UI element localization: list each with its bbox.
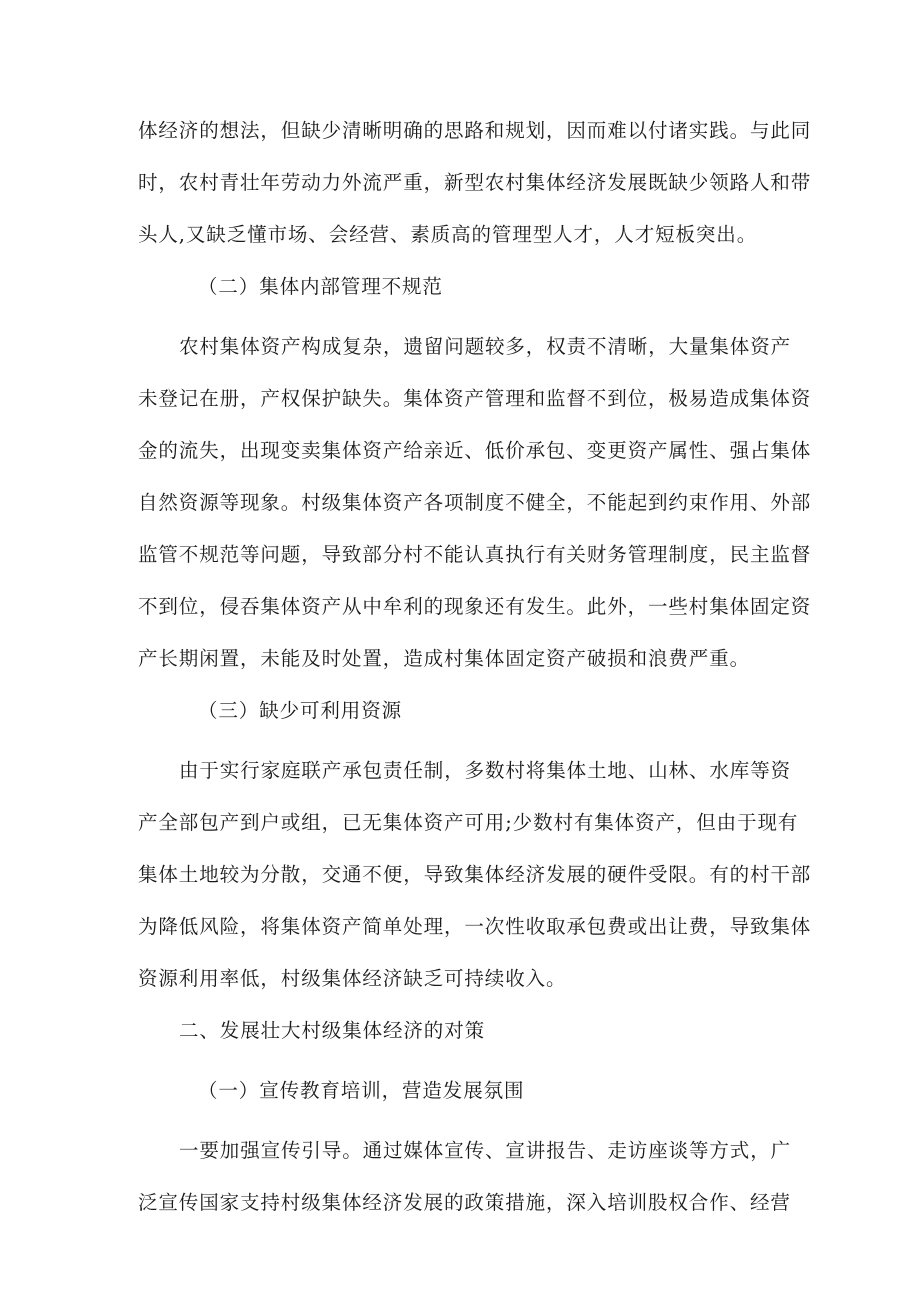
paragraph-line: 自然资源等现象。村级集体资产各项制度不健全，不能起到约束作用、外部	[138, 491, 812, 514]
paragraph-line: 一要加强宣传引导。通过媒体宣传、宣讲报告、走访座谈等方式，广	[179, 1139, 792, 1162]
section-heading: （一）宣传教育培训，营造发展氛围	[198, 1079, 525, 1102]
paragraph-line: 农村集体资产构成复杂，遗留问题较多，权责不清晰，大量集体资产	[179, 335, 792, 358]
paragraph-line: 由于实行家庭联产承包责任制，多数村将集体土地、山林、水库等资	[179, 759, 792, 782]
paragraph-line: 产长期闲置，未能及时处置，造成村集体固定资产破损和浪费严重。	[138, 647, 751, 670]
paragraph-line: 不到位，侵吞集体资产从中牟利的现象还有发生。此外，一些村集体固定资	[138, 595, 812, 618]
paragraph-line: 监管不规范等问题，导致部分村不能认真执行有关财务管理制度，民主监督	[138, 543, 812, 566]
paragraph-line: 产全部包产到户或组，已无集体资产可用;少数村有集体资产，但由于现有	[138, 811, 799, 834]
paragraph-line: 泛宣传国家支持村级集体经济发展的政策措施，深入培训股权合作、经营	[138, 1191, 791, 1214]
section-heading: （三）缺少可利用资源	[198, 699, 403, 722]
paragraph-line: 为降低风险，将集体资产简单处理，一次性收取承包费或出让费，导致集体	[138, 915, 812, 938]
paragraph-line: 体经济的想法，但缺少清晰明确的思路和规划，因而难以付诸实践。与此同	[138, 119, 812, 142]
section-heading: （二）集体内部管理不规范	[198, 275, 443, 298]
chapter-heading: 二、发展壮大村级集体经济的对策	[179, 1019, 486, 1042]
paragraph-line: 资源利用率低，村级集体经济缺乏可持续收入。	[138, 967, 567, 990]
paragraph-line: 时，农村青壮年劳动力外流严重，新型农村集体经济发展既缺少领路人和带	[138, 171, 812, 194]
paragraph-line: 集体土地较为分散，交通不便，导致集体经济发展的硬件受限。有的村干部	[138, 863, 812, 886]
paragraph-line: 未登记在册，产权保护缺失。集体资产管理和监督不到位，极易造成集体资	[138, 387, 812, 410]
paragraph-line: 头人,又缺乏懂市场、会经营、素质高的管理型人才，人才短板突出。	[138, 223, 758, 246]
paragraph-line: 金的流失，出现变卖集体资产给亲近、低价承包、变更资产属性、强占集体	[138, 439, 812, 462]
